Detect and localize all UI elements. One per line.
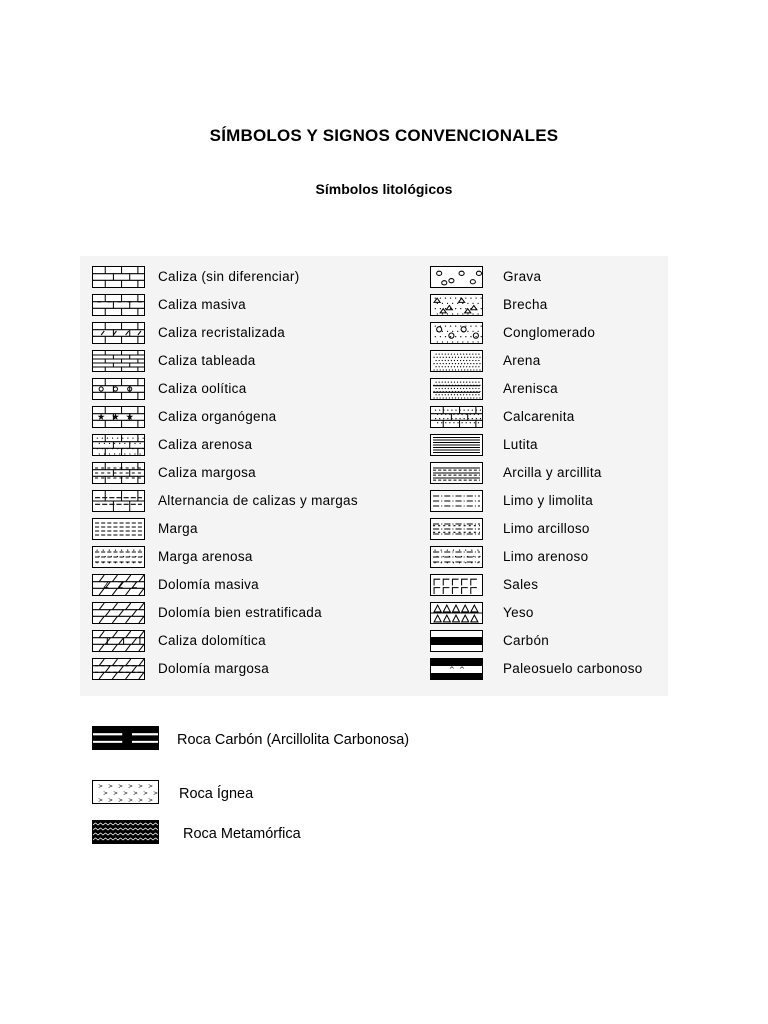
lithology-symbol-icon bbox=[92, 490, 145, 512]
page-subtitle: Símbolos litológicos bbox=[315, 181, 453, 197]
legend-label: Grava bbox=[503, 269, 542, 284]
legend-row bbox=[92, 546, 412, 570]
lithology-symbol-icon bbox=[430, 574, 483, 596]
legend-row bbox=[92, 602, 412, 626]
lithology-symbol-icon bbox=[92, 434, 145, 456]
lithology-symbol-icon bbox=[92, 406, 145, 428]
page-title: SÍMBOLOS Y SIGNOS CONVENCIONALES bbox=[209, 126, 559, 145]
svg-text:>: > bbox=[118, 797, 124, 803]
lithology-symbol-icon bbox=[430, 602, 483, 624]
legend-row bbox=[92, 490, 412, 514]
lithology-symbol-icon bbox=[430, 406, 483, 428]
legend-row bbox=[92, 350, 412, 374]
legend-row bbox=[430, 574, 750, 598]
legend-row bbox=[430, 350, 750, 374]
svg-text:>: > bbox=[98, 783, 104, 790]
lithology-symbol-icon bbox=[430, 434, 483, 456]
svg-text:>: > bbox=[118, 783, 124, 790]
svg-text:>: > bbox=[148, 797, 154, 803]
svg-text:>: > bbox=[133, 790, 139, 797]
lithology-symbol-icon bbox=[92, 266, 145, 288]
legend-label: Yeso bbox=[503, 605, 534, 620]
lithology-symbol-icon bbox=[430, 546, 483, 568]
legend-label: Caliza dolomítica bbox=[158, 633, 266, 648]
lithology-symbol-icon bbox=[430, 294, 483, 316]
legend-label: Marga arenosa bbox=[158, 549, 253, 564]
legend-label: Limo arenoso bbox=[503, 549, 589, 564]
lithology-symbol-icon bbox=[430, 350, 483, 372]
svg-text:^: ^ bbox=[448, 664, 455, 675]
legend-label: Caliza recristalizada bbox=[158, 325, 286, 340]
svg-text:Z: Z bbox=[117, 580, 124, 591]
rock-label: Roca Metamórfica bbox=[183, 826, 301, 842]
legend-row bbox=[430, 434, 750, 458]
svg-text:>: > bbox=[103, 790, 109, 797]
legend-label: Conglomerado bbox=[503, 325, 596, 340]
legend-row bbox=[430, 518, 750, 542]
legend-label: Marga bbox=[158, 521, 198, 536]
legend-label: Brecha bbox=[503, 297, 548, 312]
legend-row bbox=[430, 630, 750, 654]
legend-row bbox=[430, 266, 750, 290]
legend-row bbox=[430, 406, 750, 430]
rock-label: Roca Carbón (Arcillolita Carbonosa) bbox=[177, 732, 410, 748]
lithology-symbol-icon bbox=[430, 658, 483, 680]
svg-text:>: > bbox=[108, 797, 114, 803]
legend-label: Carbón bbox=[503, 633, 550, 648]
legend-row bbox=[92, 518, 412, 542]
legend-row bbox=[92, 574, 412, 598]
rock-label: Roca Ígnea bbox=[179, 786, 254, 802]
legend-label: Caliza masiva bbox=[158, 297, 246, 312]
rock-symbol-icon bbox=[92, 820, 159, 844]
legend-label: Arenisca bbox=[503, 381, 558, 396]
legend-row bbox=[92, 406, 412, 430]
legend-row bbox=[430, 602, 750, 626]
lithology-symbol-icon bbox=[92, 630, 145, 652]
legend-label: Paleosuelo carbonoso bbox=[503, 661, 643, 676]
legend-row bbox=[92, 434, 412, 458]
lithology-symbol-icon bbox=[92, 518, 145, 540]
legend-label: Arena bbox=[503, 353, 541, 368]
legend-row bbox=[92, 658, 412, 682]
svg-text:>: > bbox=[113, 790, 119, 797]
svg-text:★: ★ bbox=[125, 412, 134, 424]
legend-row bbox=[430, 322, 750, 346]
legend-label: Caliza arenosa bbox=[158, 437, 253, 452]
lithology-symbol-icon bbox=[430, 490, 483, 512]
legend-label: Caliza margosa bbox=[158, 465, 256, 480]
svg-text:Z: Z bbox=[131, 580, 138, 591]
legend-row bbox=[92, 378, 412, 402]
lithology-symbol-icon bbox=[92, 322, 145, 344]
svg-text:>: > bbox=[153, 790, 158, 797]
svg-text:★: ★ bbox=[97, 412, 106, 424]
svg-text:>: > bbox=[128, 797, 134, 803]
legend-label: Caliza oolítica bbox=[158, 381, 247, 396]
svg-text:>: > bbox=[138, 797, 144, 803]
lithology-symbol-icon bbox=[430, 266, 483, 288]
legend-label: Limo arcilloso bbox=[503, 521, 590, 536]
svg-text:>: > bbox=[143, 790, 149, 797]
svg-text:>: > bbox=[148, 783, 154, 790]
lithology-symbol-icon bbox=[92, 462, 145, 484]
legend-label: Calcarenita bbox=[503, 409, 575, 424]
svg-text:>: > bbox=[123, 790, 129, 797]
lithology-symbol-icon bbox=[430, 378, 483, 400]
legend-row bbox=[430, 462, 750, 486]
lithology-symbol-icon bbox=[430, 462, 483, 484]
svg-text:>: > bbox=[138, 783, 144, 790]
lithology-symbol-icon bbox=[92, 574, 145, 596]
legend-row bbox=[92, 630, 412, 654]
legend-row bbox=[92, 266, 412, 290]
svg-text:>: > bbox=[108, 783, 114, 790]
legend-label: Alternancia de calizas y margas bbox=[158, 493, 358, 508]
lithology-symbol-icon bbox=[92, 546, 145, 568]
legend-label: Lutita bbox=[503, 437, 538, 452]
svg-text:Z: Z bbox=[103, 580, 109, 591]
lithology-symbol-icon bbox=[430, 518, 483, 540]
lithology-symbol-icon bbox=[92, 602, 145, 624]
legend-label: Sales bbox=[503, 577, 539, 592]
legend-label: Dolomía masiva bbox=[158, 577, 259, 592]
lithology-symbol-icon bbox=[430, 322, 483, 344]
legend-row bbox=[92, 322, 412, 346]
lithology-symbol-icon bbox=[430, 630, 483, 652]
lithology-symbol-icon bbox=[92, 658, 145, 680]
legend-label: Arcilla y arcillita bbox=[503, 465, 602, 480]
legend-row bbox=[430, 294, 750, 318]
lithology-legend bbox=[80, 256, 668, 696]
legend-row bbox=[430, 490, 750, 514]
legend-row bbox=[430, 378, 750, 402]
svg-text:^: ^ bbox=[459, 664, 466, 675]
legend-label: Dolomía margosa bbox=[158, 661, 270, 676]
legend-row bbox=[430, 658, 750, 682]
legend-label: Limo y limolita bbox=[503, 493, 594, 508]
legend-row bbox=[430, 546, 750, 570]
legend-row bbox=[92, 462, 412, 486]
svg-text:>: > bbox=[98, 797, 104, 803]
svg-text:>: > bbox=[128, 783, 134, 790]
legend-row bbox=[92, 294, 412, 318]
rock-symbol-icon bbox=[92, 726, 159, 750]
lithology-symbol-icon bbox=[92, 350, 145, 372]
svg-text:★: ★ bbox=[111, 412, 120, 424]
legend-label: Caliza (sin diferenciar) bbox=[158, 269, 300, 284]
lithology-symbol-icon bbox=[92, 378, 145, 400]
legend-label: Dolomía bien estratificada bbox=[158, 605, 322, 620]
legend-label: Caliza organógena bbox=[158, 409, 277, 424]
legend-label: Caliza tableada bbox=[158, 353, 256, 368]
lithology-symbol-icon bbox=[92, 294, 145, 316]
rock-symbol-icon bbox=[92, 780, 159, 804]
